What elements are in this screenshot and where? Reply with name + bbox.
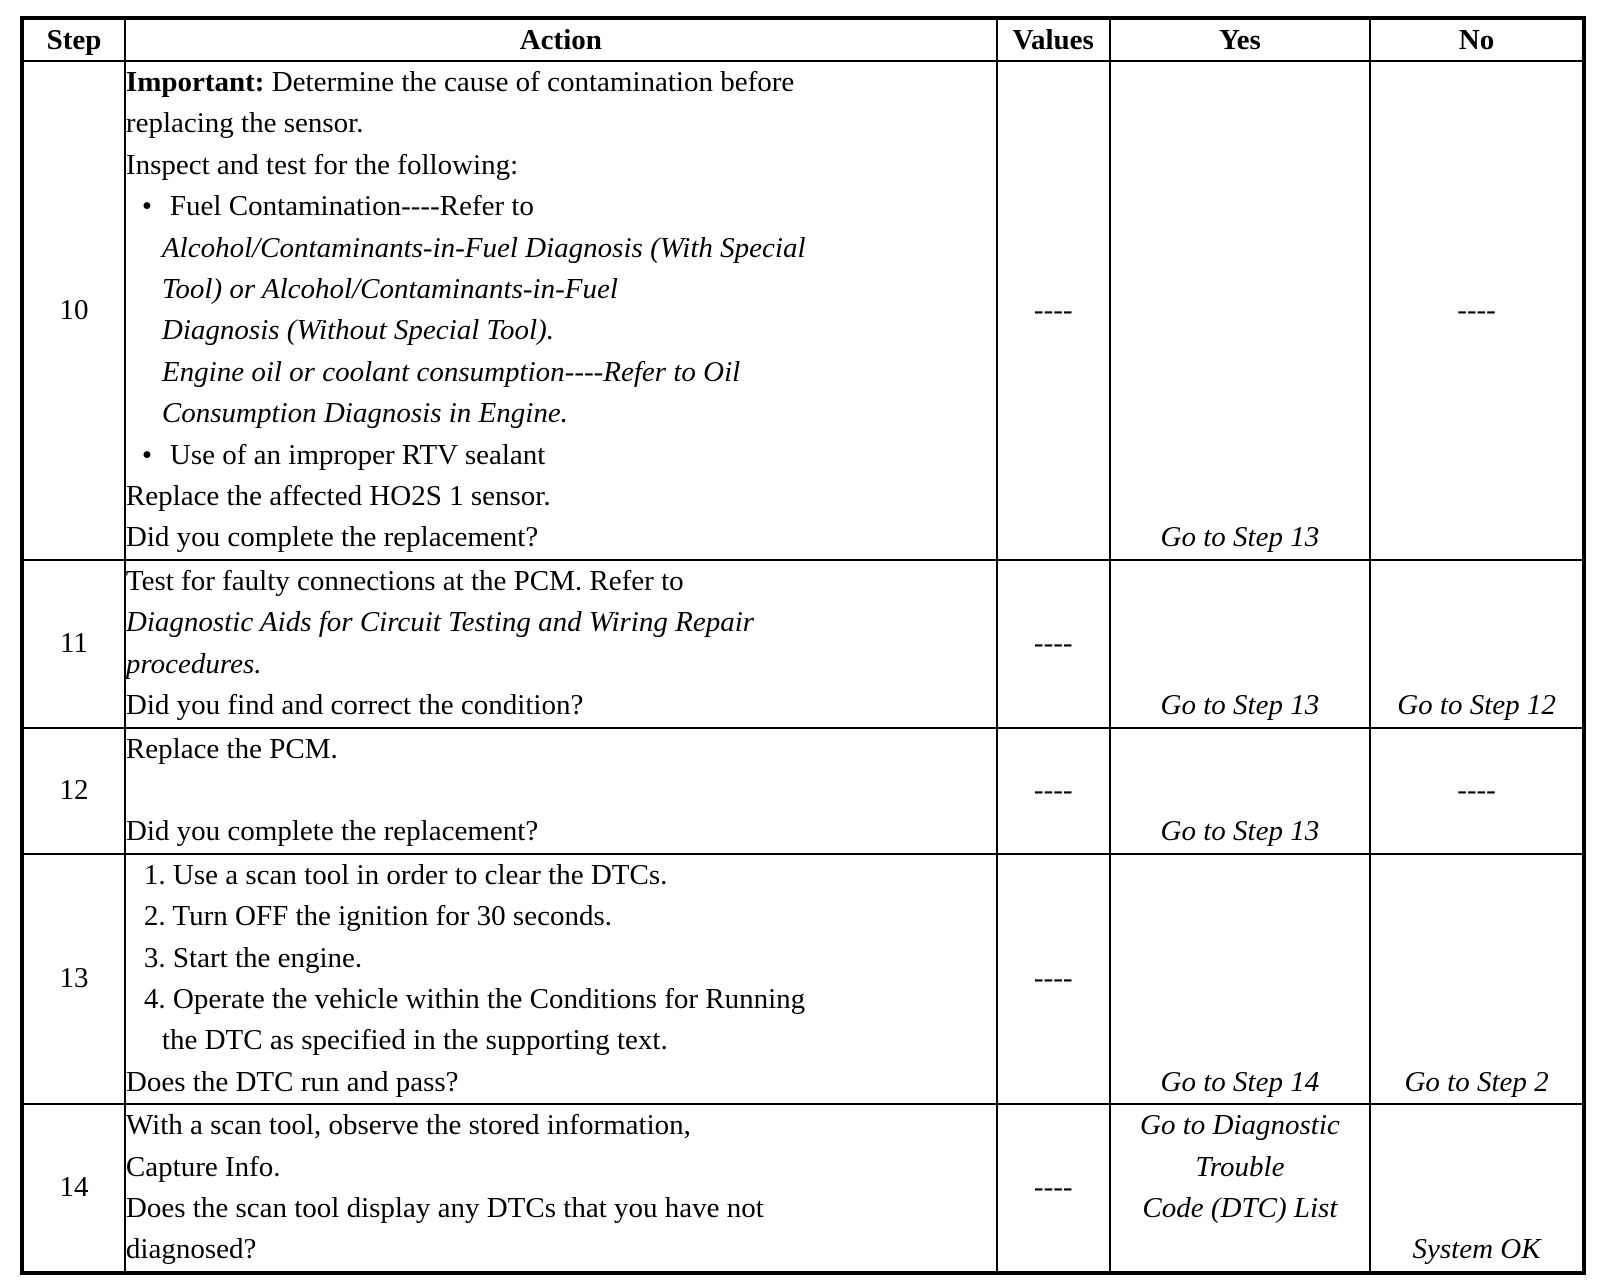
values-cell: ---- bbox=[997, 854, 1110, 1104]
question-text: diagnosed? bbox=[125, 1233, 257, 1266]
no-link[interactable]: System OK bbox=[1370, 1104, 1584, 1273]
list-item: 1. Use a scan tool in order to clear the DTCs. bbox=[143, 858, 668, 891]
list-item: 3. Start the engine. bbox=[143, 941, 363, 974]
table-row-step-11 bbox=[22, 560, 1584, 728]
yes-link-text: Trouble bbox=[1195, 1150, 1285, 1183]
action-cell bbox=[125, 728, 997, 854]
bullet-text: Fuel Contamination----Refer to bbox=[169, 190, 534, 223]
no-link[interactable]: Go to Step 2 bbox=[1370, 854, 1584, 1104]
action-text: replacing the sensor. bbox=[125, 107, 364, 140]
step-number: 14 bbox=[22, 1104, 125, 1273]
header-yes: Yes bbox=[1110, 18, 1370, 61]
action-text: Inspect and test for the following: bbox=[125, 148, 519, 181]
reference-link[interactable]: Tool) or Alcohol/Contaminants-in-Fuel bbox=[161, 273, 618, 306]
values-cell: ---- bbox=[997, 1104, 1110, 1273]
action-cell bbox=[125, 854, 997, 1104]
question-text: Does the DTC run and pass? bbox=[125, 1065, 459, 1098]
table-row-step-13 bbox=[22, 854, 1584, 1104]
header-values: Values bbox=[997, 18, 1110, 61]
diagnostic-table bbox=[20, 16, 1586, 1275]
bullet-icon: • bbox=[141, 190, 153, 223]
step-number: 13 bbox=[22, 854, 125, 1104]
bullet-text: Use of an improper RTV sealant bbox=[169, 438, 546, 471]
no-link[interactable]: Go to Step 12 bbox=[1370, 560, 1584, 728]
bullet-icon: • bbox=[141, 438, 153, 471]
list-item-continued: the DTC as specified in the supporting text. bbox=[161, 1024, 668, 1057]
step-number: 10 bbox=[22, 61, 125, 560]
yes-link[interactable]: Go to Step 13 bbox=[1110, 560, 1370, 728]
table-row-step-10 bbox=[22, 61, 1584, 560]
important-text: Determine the cause of contamination before bbox=[264, 66, 795, 98]
yes-link[interactable]: Go to Step 13 bbox=[1110, 728, 1370, 854]
no-cell: ---- bbox=[1370, 61, 1584, 560]
important-label: Important: bbox=[125, 66, 265, 98]
header-action: Action bbox=[125, 18, 997, 61]
important-line bbox=[126, 62, 996, 103]
reference-link[interactable]: Alcohol/Contaminants-in-Fuel Diagnosis (With Special bbox=[161, 231, 806, 264]
question-text: Did you find and correct the condition? bbox=[125, 689, 584, 722]
step-number: 11 bbox=[22, 560, 125, 728]
list-item: 2. Turn OFF the ignition for 30 seconds. bbox=[143, 900, 612, 933]
reference-link[interactable]: Diagnosis (Without Special Tool). bbox=[161, 314, 554, 347]
step-number: 12 bbox=[22, 728, 125, 854]
yes-link[interactable] bbox=[1110, 1104, 1370, 1273]
no-cell: ---- bbox=[1370, 728, 1584, 854]
header-row bbox=[22, 18, 1584, 61]
action-cell bbox=[125, 61, 997, 560]
reference-link[interactable]: Consumption Diagnosis in Engine. bbox=[161, 397, 568, 430]
yes-link[interactable]: Go to Step 13 bbox=[1110, 61, 1370, 560]
action-cell bbox=[125, 560, 997, 728]
question-text: Does the scan tool display any DTCs that you have not bbox=[125, 1191, 764, 1224]
values-cell: ---- bbox=[997, 61, 1110, 560]
action-cell bbox=[125, 1104, 997, 1273]
action-text: Replace the PCM. bbox=[125, 732, 338, 765]
table-row-step-14 bbox=[22, 1104, 1584, 1273]
header-no: No bbox=[1370, 18, 1584, 61]
action-text: Replace the affected HO2S 1 sensor. bbox=[125, 480, 551, 513]
action-text: With a scan tool, observe the stored information, bbox=[125, 1109, 691, 1142]
bullet-item bbox=[126, 435, 996, 476]
reference-link[interactable]: procedures. bbox=[125, 647, 262, 680]
bullet-item bbox=[126, 186, 996, 227]
question-text: Did you complete the replacement? bbox=[125, 815, 539, 848]
values-cell: ---- bbox=[997, 728, 1110, 854]
yes-link[interactable]: Go to Step 14 bbox=[1110, 854, 1370, 1104]
action-text: Test for faulty connections at the PCM. Refer to bbox=[125, 564, 684, 597]
reference-link[interactable]: Engine oil or coolant consumption----Refer to Oil bbox=[161, 355, 741, 388]
table-row-step-12 bbox=[22, 728, 1584, 854]
yes-link-text: Code (DTC) List bbox=[1142, 1191, 1338, 1224]
reference-link[interactable]: Diagnostic Aids for Circuit Testing and Wiring Repair bbox=[125, 606, 755, 639]
yes-link-text: Go to Diagnostic bbox=[1140, 1109, 1340, 1142]
action-text: Capture Info. bbox=[125, 1150, 281, 1183]
values-cell: ---- bbox=[997, 560, 1110, 728]
list-item: 4. Operate the vehicle within the Conditions for Running bbox=[143, 982, 806, 1015]
question-text: Did you complete the replacement? bbox=[125, 521, 539, 554]
header-step: Step bbox=[22, 18, 125, 61]
